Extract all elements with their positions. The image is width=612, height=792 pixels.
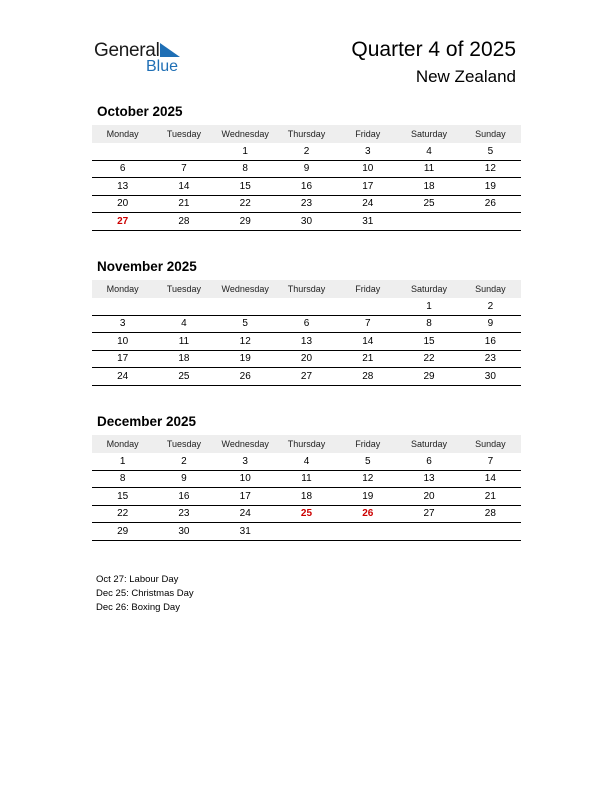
- day-cell: 9: [276, 160, 337, 178]
- logo-blue-text: Blue: [146, 58, 179, 75]
- weekday-header: Saturday: [398, 435, 459, 453]
- day-cell: 27: [92, 213, 153, 231]
- logo-triangle-icon: [160, 43, 182, 59]
- empty-day-cell: [92, 143, 153, 160]
- day-cell: 26: [337, 505, 398, 523]
- month-november: [92, 259, 521, 386]
- empty-day-cell: [337, 523, 398, 541]
- day-cell: 22: [398, 350, 459, 368]
- day-cell: 24: [215, 505, 276, 523]
- weekday-header: Friday: [337, 435, 398, 453]
- weekday-header: Saturday: [398, 280, 459, 298]
- week-row: [92, 315, 521, 333]
- week-row: [92, 488, 521, 506]
- empty-day-cell: [215, 298, 276, 315]
- day-cell: 3: [337, 143, 398, 160]
- day-cell: 23: [276, 195, 337, 213]
- country-name: New Zealand: [415, 67, 516, 86]
- day-cell: 5: [337, 453, 398, 470]
- day-cell: 16: [276, 178, 337, 196]
- day-cell: 15: [215, 178, 276, 196]
- day-cell: 28: [337, 368, 398, 386]
- day-cell: 11: [398, 160, 459, 178]
- empty-day-cell: [337, 298, 398, 315]
- day-cell: 2: [460, 298, 521, 315]
- day-cell: 14: [460, 470, 521, 488]
- week-row: [92, 453, 521, 470]
- day-cell: 23: [460, 350, 521, 368]
- week-row: [92, 160, 521, 178]
- day-cell: 16: [153, 488, 214, 506]
- day-cell: 17: [92, 350, 153, 368]
- day-cell: 30: [276, 213, 337, 231]
- day-cell: 2: [153, 453, 214, 470]
- logo-general-text: General: [94, 40, 160, 61]
- day-cell: 20: [276, 350, 337, 368]
- day-cell: 4: [153, 315, 214, 333]
- day-cell: 7: [337, 315, 398, 333]
- weekday-header: Tuesday: [153, 280, 214, 298]
- day-cell: 1: [92, 453, 153, 470]
- week-row: [92, 523, 521, 541]
- day-cell: 5: [460, 143, 521, 160]
- day-cell: 28: [460, 505, 521, 523]
- weekday-header: Wednesday: [215, 125, 276, 143]
- day-cell: 1: [215, 143, 276, 160]
- weekday-header-row: [92, 280, 521, 298]
- day-cell: 10: [215, 470, 276, 488]
- weekday-header: Thursday: [276, 280, 337, 298]
- day-cell: 9: [460, 315, 521, 333]
- day-cell: 3: [92, 315, 153, 333]
- day-cell: 18: [398, 178, 459, 196]
- day-cell: 18: [153, 350, 214, 368]
- day-cell: 20: [398, 488, 459, 506]
- day-cell: 7: [153, 160, 214, 178]
- day-cell: 14: [153, 178, 214, 196]
- generalblue-logo: [94, 40, 194, 80]
- day-cell: 30: [460, 368, 521, 386]
- weekday-header: Tuesday: [153, 435, 214, 453]
- weekday-header: Friday: [337, 280, 398, 298]
- weekday-header: Wednesday: [215, 435, 276, 453]
- day-cell: 16: [460, 333, 521, 351]
- day-cell: 14: [337, 333, 398, 351]
- month-title: December 2025: [97, 414, 197, 429]
- day-cell: 25: [153, 368, 214, 386]
- weekday-header: Friday: [337, 125, 398, 143]
- calendar-table: [92, 280, 521, 386]
- empty-day-cell: [92, 298, 153, 315]
- week-row: [92, 368, 521, 386]
- day-cell: 13: [276, 333, 337, 351]
- weekday-header: Sunday: [460, 280, 521, 298]
- empty-day-cell: [153, 298, 214, 315]
- day-cell: 8: [398, 315, 459, 333]
- week-row: [92, 178, 521, 196]
- empty-day-cell: [276, 298, 337, 315]
- day-cell: 6: [398, 453, 459, 470]
- empty-day-cell: [276, 523, 337, 541]
- month-title: November 2025: [97, 259, 197, 274]
- weekday-header: Sunday: [460, 435, 521, 453]
- day-cell: 25: [398, 195, 459, 213]
- empty-day-cell: [398, 213, 459, 231]
- day-cell: 4: [398, 143, 459, 160]
- week-row: [92, 298, 521, 315]
- day-cell: 3: [215, 453, 276, 470]
- day-cell: 17: [215, 488, 276, 506]
- week-row: [92, 143, 521, 160]
- holiday-note: Dec 26: Boxing Day: [96, 602, 180, 613]
- weekday-header: Wednesday: [215, 280, 276, 298]
- weekday-header: Monday: [92, 125, 153, 143]
- day-cell: 6: [276, 315, 337, 333]
- weekday-header: Tuesday: [153, 125, 214, 143]
- day-cell: 27: [276, 368, 337, 386]
- day-cell: 28: [153, 213, 214, 231]
- weekday-header: Thursday: [276, 435, 337, 453]
- week-row: [92, 195, 521, 213]
- calendar-table: [92, 125, 521, 231]
- holiday-note: Oct 27: Labour Day: [96, 574, 179, 585]
- day-cell: 5: [215, 315, 276, 333]
- day-cell: 21: [337, 350, 398, 368]
- day-cell: 9: [153, 470, 214, 488]
- weekday-header: Sunday: [460, 125, 521, 143]
- weekday-header-row: [92, 435, 521, 453]
- day-cell: 26: [215, 368, 276, 386]
- month-october: [92, 104, 521, 231]
- day-cell: 19: [215, 350, 276, 368]
- day-cell: 15: [92, 488, 153, 506]
- weekday-header: Saturday: [398, 125, 459, 143]
- day-cell: 21: [153, 195, 214, 213]
- day-cell: 1: [398, 298, 459, 315]
- day-cell: 4: [276, 453, 337, 470]
- month-december: [92, 414, 521, 541]
- day-cell: 22: [215, 195, 276, 213]
- day-cell: 12: [337, 470, 398, 488]
- day-cell: 27: [398, 505, 459, 523]
- day-cell: 23: [153, 505, 214, 523]
- week-row: [92, 470, 521, 488]
- week-row: [92, 213, 521, 231]
- day-cell: 19: [337, 488, 398, 506]
- week-row: [92, 350, 521, 368]
- day-cell: 13: [92, 178, 153, 196]
- day-cell: 12: [460, 160, 521, 178]
- day-cell: 21: [460, 488, 521, 506]
- weekday-header: Monday: [92, 280, 153, 298]
- day-cell: 31: [215, 523, 276, 541]
- page-title: Quarter 4 of 2025: [351, 38, 516, 61]
- day-cell: 24: [337, 195, 398, 213]
- day-cell: 29: [398, 368, 459, 386]
- day-cell: 24: [92, 368, 153, 386]
- calendar-table: [92, 435, 521, 541]
- day-cell: 12: [215, 333, 276, 351]
- holiday-notes: [96, 573, 194, 615]
- week-row: [92, 333, 521, 351]
- day-cell: 6: [92, 160, 153, 178]
- day-cell: 30: [153, 523, 214, 541]
- month-title: October 2025: [97, 104, 183, 119]
- day-cell: 15: [398, 333, 459, 351]
- day-cell: 22: [92, 505, 153, 523]
- day-cell: 8: [92, 470, 153, 488]
- holiday-note: Dec 25: Christmas Day: [96, 588, 194, 599]
- empty-day-cell: [460, 523, 521, 541]
- day-cell: 8: [215, 160, 276, 178]
- empty-day-cell: [460, 213, 521, 231]
- day-cell: 29: [92, 523, 153, 541]
- day-cell: 10: [92, 333, 153, 351]
- day-cell: 17: [337, 178, 398, 196]
- empty-day-cell: [398, 523, 459, 541]
- day-cell: 13: [398, 470, 459, 488]
- day-cell: 11: [153, 333, 214, 351]
- day-cell: 19: [460, 178, 521, 196]
- day-cell: 29: [215, 213, 276, 231]
- day-cell: 10: [337, 160, 398, 178]
- day-cell: 11: [276, 470, 337, 488]
- day-cell: 25: [276, 505, 337, 523]
- day-cell: 26: [460, 195, 521, 213]
- day-cell: 31: [337, 213, 398, 231]
- day-cell: 7: [460, 453, 521, 470]
- weekday-header: Thursday: [276, 125, 337, 143]
- weekday-header-row: [92, 125, 521, 143]
- weekday-header: Monday: [92, 435, 153, 453]
- day-cell: 20: [92, 195, 153, 213]
- day-cell: 18: [276, 488, 337, 506]
- empty-day-cell: [153, 143, 214, 160]
- week-row: [92, 505, 521, 523]
- day-cell: 2: [276, 143, 337, 160]
